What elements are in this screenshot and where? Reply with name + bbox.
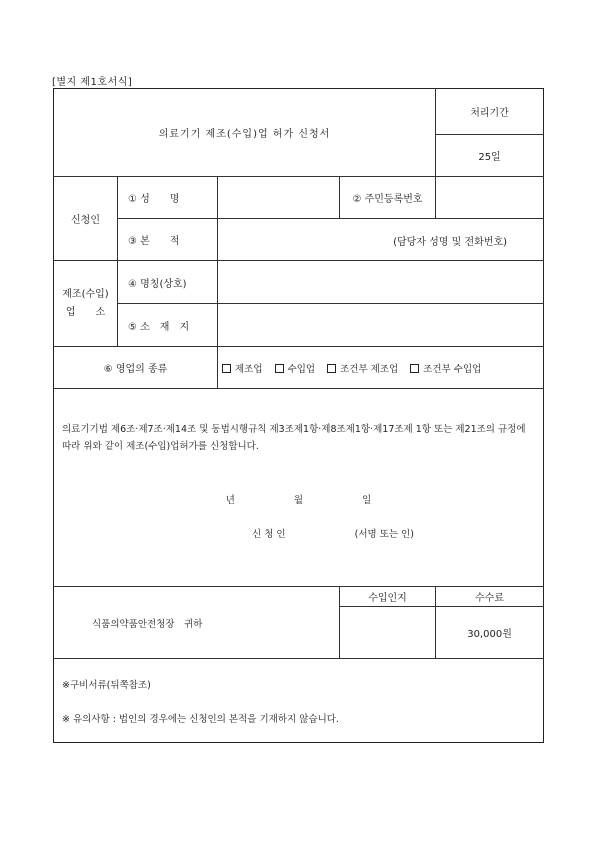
processing-period-value: 25일 [436,135,544,177]
option-import[interactable] [275,364,316,375]
option-conditional-manufacture-label: 조건부 제조업 [340,363,399,375]
business-type-label: ⑥ 영업의 종류 [54,347,218,389]
fee-label: 수수료 [436,587,544,607]
applicant-section-label: 신청인 [54,177,118,261]
notes-section [54,659,544,743]
name-field[interactable] [218,177,340,219]
business-type-options [218,347,544,389]
checkbox-manufacture[interactable] [222,364,231,373]
checkbox-conditional-import[interactable] [410,364,419,373]
caution-note: ※ 유의사항 : 법인의 경우에는 신청인의 본적을 기재하지 않습니다. [62,714,339,725]
option-conditional-import-label: 조건부 수입업 [423,363,482,375]
contact-note: (담당자 성명 및 전화번호) [393,237,508,248]
trade-name-field[interactable] [218,261,544,304]
checkbox-import[interactable] [275,364,284,373]
signature-label: 신 청 인 [252,529,286,540]
revenue-stamp-label: 수입인지 [340,587,436,607]
year-label: 년 [225,495,235,506]
addressee: 식품의약품안전청장 귀하 [54,587,340,659]
address-field[interactable] [218,304,544,347]
declaration-section [54,389,544,587]
resident-id-field[interactable] [436,177,544,219]
declaration-text: 의료기기법 제6조·제7조·제14조 및 동법시행규칙 제3조제1항·제8조제1항·제17조제 1항 또는 제21조의 규정에 따라 위와 같이 제조(수입)업허가를 신청합니다. [62,424,526,452]
resident-id-label: ② 주민등록번호 [340,177,436,219]
form-title: 의료기기 제조(수입)업 허가 신청서 [54,89,436,177]
checkbox-conditional-manufacture[interactable] [327,364,336,373]
date-line [54,492,543,506]
day-label: 일 [362,495,372,506]
option-conditional-manufacture[interactable] [327,364,398,375]
fee-value: 30,000원 [436,607,544,659]
month-label: 월 [293,495,304,506]
application-form-table [53,88,544,743]
signature-note: (서명 또는 인) [354,529,414,540]
form-number-label: [별지 제1호서식] [52,77,133,88]
revenue-stamp-box[interactable] [340,607,436,659]
trade-name-label: ④ 명칭(상호) [118,261,218,304]
business-section-label-line2: 업 소 [65,306,106,318]
signature-line [252,526,414,540]
option-manufacture-label: 제조업 [235,363,263,375]
option-manufacture[interactable] [222,364,263,375]
required-documents-note: ※구비서류(뒤쪽참조) [62,680,151,691]
address-label: ⑤ 소 재 지 [118,304,218,347]
option-conditional-import[interactable] [410,364,481,375]
domicile-field[interactable] [218,219,544,261]
business-section-label-line1: 제조(수입) [62,288,109,300]
domicile-label: ③ 본 적 [118,219,218,261]
option-import-label: 수입업 [287,363,316,375]
processing-period-label: 처리기간 [436,89,544,135]
name-label: ① 성 명 [118,177,218,219]
business-section-label [54,261,118,347]
